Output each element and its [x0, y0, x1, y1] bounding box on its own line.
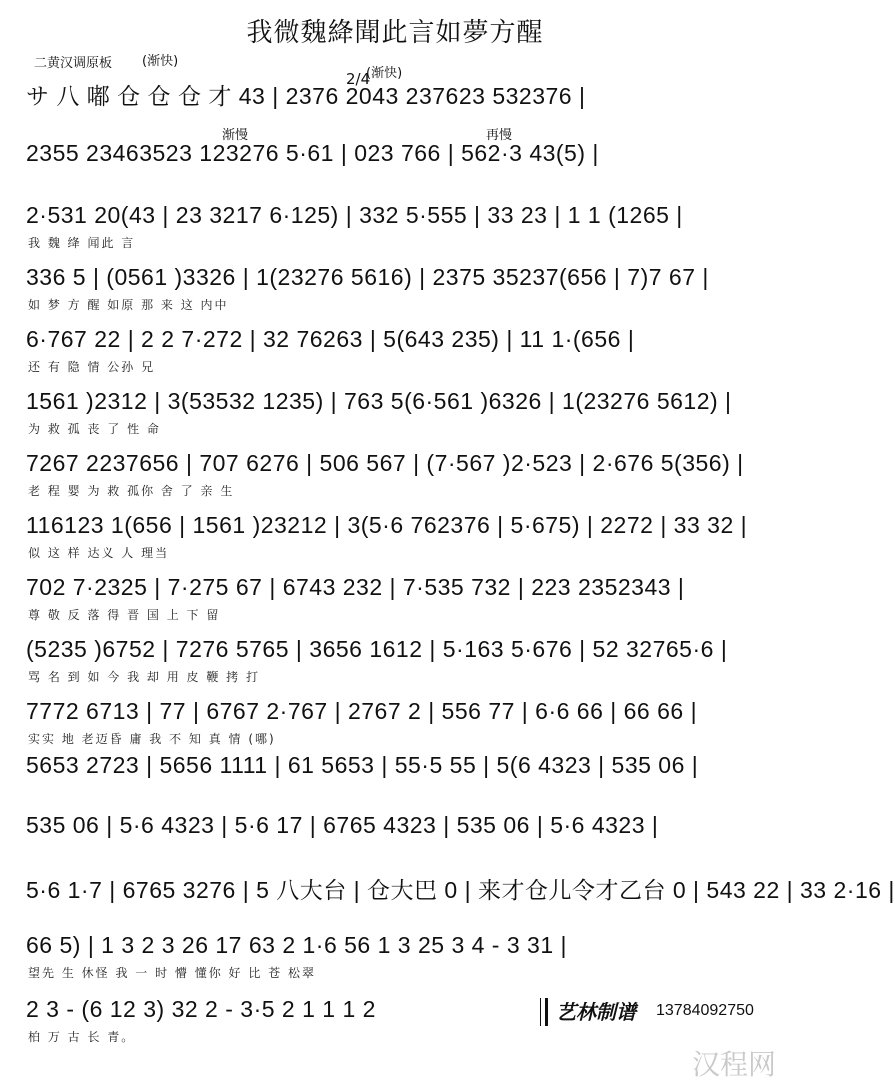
tempo-mark-2: (渐快): [366, 66, 403, 81]
notation-line: 2·531 20(43 | 23 3217 6·125) | 332 5·555 | 33 23 | 1 1 (1265 |: [26, 202, 683, 228]
notation-line: 2 3 - (6 12 3) 32 2 - 3·5 2 1 1 1 2: [26, 996, 376, 1022]
time-signature: 2/4: [346, 70, 371, 88]
notation-line: 66 5) | 1 3 2 3 26 17 63 2 1·6 56 1 3 25 3 4 - 3 31 |: [26, 932, 567, 958]
transcriber-signature: 艺林制谱: [556, 1000, 636, 1024]
score-row: [26, 128, 766, 204]
final-barline: [540, 998, 548, 1026]
site-watermark: 汉程网: [691, 1048, 776, 1081]
notation-line: 116123 1(656 | 1561 )23212 | 3(5·6 762376 | 5·675) | 2272 | 33 32 |: [26, 512, 748, 538]
tempo-mark: (渐快): [142, 54, 179, 69]
page-title: 我微魏絳聞此言如夢方醒: [246, 18, 544, 48]
contact-phone: 13784092750: [656, 1002, 754, 1019]
notation-line: 336 5 | (0561 )3326 | 1(23276 5616) | 2375 35237(656 | 7)7 67 |: [26, 264, 709, 290]
lyrics-line: 实实 地 老迈昏 庸 我 不 知 真 情 (哪): [28, 732, 276, 746]
notation-line: 5·6 1·7 | 6765 3276 | 5 八大台 | 仓大巴 0 | 来才仓儿令才乙台 0 | 543 22 | 33 2·16 |: [26, 877, 895, 903]
lyrics-line: 尊 敬 反 落 得 晋 国 上 下 留: [28, 608, 221, 622]
notation-line: 6·767 22 | 2 2 7·272 | 32 76263 | 5(643 235) | 11 1·(656 |: [26, 326, 635, 352]
notation-line: 2355 23463523 123276 5·61 | 023 766 | 562·3 43(5) |: [26, 140, 599, 166]
score-row: [26, 326, 766, 390]
score-row: [26, 752, 766, 816]
tempo-annotation: 渐慢: [222, 128, 249, 143]
notation-line: 1561 )2312 | 3(53532 1235) | 763 5(6·561 )6326 | 1(23276 5612) |: [26, 388, 732, 414]
notation-line: 5653 2723 | 5656 1111 | 61 5653 | 55·5 55 | 5(6 4323 | 535 06 |: [26, 752, 699, 778]
notation-line: 7772 6713 | 77 | 6767 2·767 | 2767 2 | 556 77 | 6·6 66 | 66 66 |: [26, 698, 698, 724]
lyrics-line: 为 救 孤 丧 了 性 命: [28, 422, 161, 436]
score-row: [26, 636, 766, 700]
score-row: [26, 388, 766, 452]
lyrics-line: 骂 名 到 如 今 我 却 用 皮 鞭 拷 打: [28, 670, 260, 684]
score-row: [26, 264, 766, 328]
score-row: [26, 78, 766, 142]
score-row: [26, 450, 766, 514]
score-row: [26, 932, 766, 996]
lyrics-line: 如 梦 方 醒 如原 那 来 这 内中: [28, 298, 229, 312]
score-row: [26, 996, 766, 1060]
score-row: [26, 574, 766, 638]
lyrics-line: 我 魏 绛 闻此 言: [28, 236, 136, 250]
lyrics-line: 老 程 婴 为 救 孤你 舍 了 亲 生: [28, 484, 235, 498]
lyrics-line: 望先 生 休怪 我 一 时 懵 懂你 好 比 苍 松翠: [28, 966, 316, 980]
lyrics-line: 还 有 隐 情 公孙 兄: [28, 360, 156, 374]
notation-line: サ 八 嘟 仓 仓 仓 才 43 | 2376 2043 237623 532376 |: [26, 83, 586, 109]
mode-label: 二黄汉调原板: [34, 56, 113, 71]
notation-line: (5235 )6752 | 7276 5765 | 3656 1612 | 5·163 5·676 | 52 32765·6 |: [26, 636, 728, 662]
lyrics-line: 柏 万 古 长 青。: [28, 1030, 136, 1044]
score-row: [26, 812, 766, 876]
lyrics-line: 似 这 样 达义 人 理当: [28, 546, 170, 560]
score-row: [26, 512, 766, 576]
tempo-annotation: 再慢: [486, 128, 513, 143]
notation-line: 702 7·2325 | 7·275 67 | 6743 232 | 7·535 732 | 223 2352343 |: [26, 574, 685, 600]
score-row: [26, 872, 895, 936]
notation-line: 535 06 | 5·6 4323 | 5·6 17 | 6765 4323 | 535 06 | 5·6 4323 |: [26, 812, 659, 838]
score-row: [26, 202, 766, 266]
notation-line: 7267 2237656 | 707 6276 | 506 567 | (7·567 )2·523 | 2·676 5(356) |: [26, 450, 744, 476]
